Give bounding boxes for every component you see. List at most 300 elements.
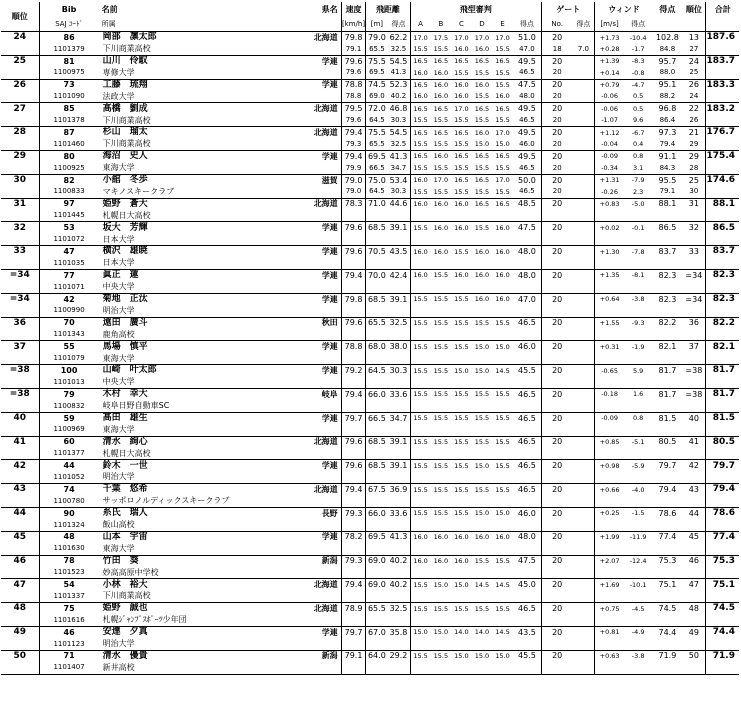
judge-b-cell: 15.5 (433, 163, 449, 172)
total-score: 82.1 (706, 341, 739, 353)
judge-c-cell: 15.5 (454, 438, 469, 447)
judge-d-cell: 16.0 (474, 271, 490, 280)
judge-a-cell: 15.5 (410, 460, 431, 472)
table-row (1, 377, 739, 389)
jump-rank-cell: 24 (689, 92, 699, 101)
judge-a-cell (410, 281, 431, 293)
affiliation-cell: 東海大学 (102, 543, 135, 553)
gate-no-cell: 20 (542, 32, 573, 44)
judge-c-cell: 15.0 (454, 580, 469, 589)
distance-points-cell: 53.4 (389, 175, 408, 185)
wind-cell: +2.07 (595, 555, 624, 567)
gate-no-cell (542, 662, 573, 674)
gate-no-cell: 20 (542, 222, 573, 234)
distance-cell: 64.5 (367, 365, 386, 375)
distance-cell: 66.0 (367, 508, 386, 518)
athlete-name: 馬場 慎平 (102, 341, 148, 352)
gate-no-cell: 20 (542, 365, 573, 377)
prefecture-spacer (266, 353, 341, 365)
speed-cell: 78.3 (341, 198, 366, 210)
judge-points-cell (513, 234, 542, 246)
table-header (1, 2, 739, 32)
athlete-name: 小林 裕大 (102, 579, 148, 590)
speed-cell: 79.7 (341, 626, 366, 638)
saj-code-cell: 1100969 (53, 425, 85, 434)
rank-cell: 50 (1, 650, 39, 662)
gate-points-cell (572, 341, 595, 353)
wind-points-cell (624, 234, 653, 246)
jump-rank-cell: 36 (688, 318, 699, 328)
jump-points-cell (653, 519, 683, 531)
judge-e-cell (492, 662, 513, 674)
jump-points-cell: 88.0 (659, 68, 676, 77)
wind-points-cell (624, 662, 653, 674)
jump-points-cell: 83.7 (658, 246, 677, 256)
total-score: 81.5 (706, 412, 739, 424)
gate-no-cell: 20 (542, 650, 573, 662)
judge-b-cell: 15.5 (433, 342, 449, 351)
judge-e-cell: 17.0 (495, 33, 510, 42)
distance-points-cell: 39.1 (389, 223, 408, 233)
judge-d-cell: 15.0 (474, 140, 490, 149)
rank-spacer (1, 662, 39, 674)
speed-cell: 79.6 (341, 115, 366, 127)
athlete-name: 清水 優貴 (102, 650, 148, 661)
wind-points-cell: -12.4 (629, 557, 647, 566)
judge-a-cell (410, 567, 431, 579)
prefecture-spacer (266, 638, 341, 650)
speed-cell: 79.3 (341, 555, 366, 567)
header-distance: 飛距離 (375, 4, 400, 14)
table-row (1, 317, 739, 329)
judge-b-cell: 16.0 (433, 247, 449, 256)
bib-cell: 47 (63, 246, 75, 256)
gate-points-cell (572, 615, 595, 627)
table-row (1, 436, 739, 448)
judge-c-cell (451, 377, 472, 389)
judge-e-cell: 15.5 (495, 44, 510, 53)
judge-c-cell: 15.5 (454, 319, 469, 328)
judge-points-cell: 46.0 (517, 342, 536, 352)
gate-points-cell (572, 603, 595, 615)
prefecture-spacer (266, 400, 341, 412)
distance-cell: 71.0 (367, 199, 386, 209)
speed-cell: 78.9 (341, 603, 366, 615)
distance-cell (366, 400, 388, 412)
header-judge-b: B (438, 19, 444, 28)
gate-points-cell (572, 329, 595, 341)
judge-e-cell (492, 400, 513, 412)
total-score: 176.7 (706, 127, 739, 139)
saj-code-cell: 1101013 (53, 377, 85, 386)
rank-cell: 46 (1, 555, 39, 567)
distance-cell (366, 377, 388, 389)
jump-points-cell: 79.4 (659, 139, 676, 148)
jump-rank-cell (682, 424, 706, 436)
rank-cell: 42 (1, 460, 39, 472)
gate-points-cell (572, 91, 595, 103)
saj-code-cell: 1101337 (53, 591, 85, 600)
prefecture-spacer (266, 305, 341, 317)
judge-b-cell (431, 615, 452, 627)
rank-cell: 48 (1, 603, 39, 615)
gate-no-cell (542, 567, 573, 579)
prefecture-cell: 学連 (266, 412, 341, 424)
judge-points-cell (513, 615, 542, 627)
judge-points-cell (513, 662, 542, 674)
gate-points-cell (572, 531, 595, 543)
judge-e-cell: 16.0 (495, 271, 510, 280)
judge-d-cell: 15.5 (474, 485, 490, 494)
gate-points-cell (572, 567, 595, 579)
saj-code-cell: 1101090 (53, 92, 85, 101)
jump-rank-cell (682, 210, 706, 222)
judge-e-cell (492, 591, 513, 603)
judge-points-cell (513, 424, 542, 436)
judge-c-cell (451, 496, 472, 508)
gate-no-cell: 20 (542, 317, 573, 329)
athlete-name: 杉山 瑠太 (102, 127, 148, 138)
athlete-name: 竹田 葵 (102, 555, 139, 566)
judge-d-cell: 15.0 (474, 342, 490, 351)
speed-cell (341, 591, 366, 603)
distance-cell: 66.5 (367, 413, 386, 423)
judge-points-cell: 45.5 (517, 365, 536, 375)
judge-e-cell (492, 377, 513, 389)
judge-d-cell (472, 329, 493, 341)
prefecture-spacer (266, 662, 341, 674)
distance-cell (366, 234, 388, 246)
wind-cell: -0.06 (595, 103, 624, 115)
judge-e-cell: 16.5 (495, 200, 510, 209)
header-wind: ウィンド (595, 2, 653, 17)
total-spacer (706, 496, 739, 508)
judge-e-cell (492, 353, 513, 365)
judge-a-cell: 17.0 (410, 32, 431, 44)
distance-points-cell: 40.2 (390, 92, 407, 101)
affiliation-cell: 日本大学 (102, 258, 135, 268)
judge-d-cell: 16.5 (474, 57, 490, 66)
bib-cell: 90 (63, 508, 75, 518)
speed-cell: 79.4 (341, 484, 366, 496)
jump-rank-cell: 21 (688, 127, 699, 137)
judge-b-cell (431, 329, 452, 341)
affiliation-cell: マキノスキークラブ (102, 186, 175, 196)
gate-points-cell (572, 32, 595, 44)
jump-points-cell (653, 496, 683, 508)
jump-rank-cell: 44 (688, 508, 699, 518)
prefecture-spacer (266, 281, 341, 293)
saj-code-cell: 1100833 (53, 187, 85, 196)
table-row (1, 650, 739, 662)
affiliation-cell: 下川商業高校 (102, 139, 151, 149)
wind-cell (595, 615, 624, 627)
jump-rank-cell: 27 (689, 44, 699, 53)
gate-points-cell (572, 127, 595, 139)
wind-cell: -0.09 (595, 150, 624, 162)
affiliation-cell: 札幌日大高校 (102, 448, 151, 458)
distance-cell: 70.0 (367, 270, 386, 280)
gate-no-cell (542, 400, 573, 412)
jump-points-cell (653, 305, 683, 317)
rank-cell: 47 (1, 579, 39, 591)
rank-spacer (1, 472, 39, 484)
judge-b-cell: 15.5 (433, 652, 449, 661)
jump-points-cell: 82.2 (658, 318, 677, 328)
rank-spacer (1, 91, 39, 103)
gate-points-cell (572, 507, 595, 519)
judge-e-cell: 14.5 (495, 580, 510, 589)
gate-no-cell: 20 (542, 412, 573, 424)
judge-e-cell: 16.0 (495, 92, 510, 101)
judge-e-cell (492, 543, 513, 555)
total-score: 82.3 (706, 293, 739, 305)
gate-points-cell (572, 317, 595, 329)
judge-b-cell (431, 638, 452, 650)
distance-points-cell (387, 591, 410, 603)
rank-spacer (1, 615, 39, 627)
judge-c-cell (451, 281, 472, 293)
distance-points-cell: 40.2 (389, 556, 408, 566)
judge-a-cell: 16.0 (410, 555, 431, 567)
gate-no-cell: 20 (542, 198, 573, 210)
gate-no-cell: 20 (542, 436, 573, 448)
jump-rank-cell (682, 615, 706, 627)
saj-code-cell: 1101407 (53, 663, 85, 672)
header-distance-unit: [m] (370, 19, 384, 28)
judge-d-cell: 16.0 (474, 128, 490, 137)
wind-points-cell: -6.7 (631, 128, 645, 137)
judge-e-cell (492, 448, 513, 460)
wind-points-cell: -1.9 (631, 342, 645, 351)
prefecture-spacer (266, 472, 341, 484)
wind-cell: +0.81 (595, 626, 624, 638)
judge-b-cell: 17.0 (433, 176, 449, 185)
judge-d-cell (472, 472, 493, 484)
distance-cell: 68.5 (367, 294, 386, 304)
speed-cell (341, 329, 366, 341)
rank-spacer (1, 210, 39, 222)
wind-points-cell: -4.0 (631, 485, 645, 494)
judge-e-cell (492, 305, 513, 317)
judge-a-cell (410, 329, 431, 341)
judge-d-cell: 16.0 (474, 44, 490, 53)
gate-points-cell (572, 543, 595, 555)
athlete-name: 坂大 芳輝 (102, 222, 148, 233)
gate-no-cell: 20 (542, 626, 573, 638)
judge-e-cell: 15.0 (495, 652, 510, 661)
table-row (1, 388, 739, 400)
judge-e-cell (492, 424, 513, 436)
speed-cell: 79.4 (341, 269, 366, 281)
wind-points-cell (624, 353, 653, 365)
rank-spacer (1, 543, 39, 555)
judge-points-cell (513, 258, 542, 270)
bib-cell: 60 (63, 437, 75, 447)
jump-points-cell: 84.3 (659, 163, 676, 172)
header-saj: SAJ ｺｰﾄﾞ (55, 19, 83, 28)
judge-d-cell (472, 519, 493, 531)
gate-no-cell: 20 (542, 186, 573, 198)
judge-b-cell (431, 472, 452, 484)
wind-cell (595, 424, 624, 436)
distance-points-cell (387, 615, 410, 627)
athlete-name: 清水 絢心 (102, 436, 148, 447)
total-spacer (706, 377, 739, 389)
judge-b-cell (431, 591, 452, 603)
gate-no-cell: 20 (542, 91, 573, 103)
judge-b-cell: 16.0 (433, 81, 449, 90)
total-score: 74.5 (706, 603, 739, 615)
judge-b-cell: 15.5 (433, 44, 449, 53)
gate-no-cell (542, 281, 573, 293)
total-spacer (706, 424, 739, 436)
jump-points-cell (653, 543, 683, 555)
distance-cell (366, 472, 388, 484)
judge-d-cell (472, 210, 493, 222)
distance-points-cell (387, 234, 410, 246)
jump-points-cell (653, 567, 683, 579)
prefecture-cell: 北海道 (266, 603, 341, 615)
rank-spacer (1, 305, 39, 317)
gate-points-cell (572, 388, 595, 400)
wind-points-cell: 0.5 (632, 104, 644, 113)
wind-points-cell: -3.8 (631, 652, 645, 661)
gate-no-cell: 20 (542, 531, 573, 543)
table-row (1, 638, 739, 650)
table-row (1, 591, 739, 603)
prefecture-cell: 学連 (266, 79, 341, 91)
header-judge-points: 得点 (519, 19, 534, 28)
distance-cell (366, 353, 388, 365)
jump-rank-cell (682, 519, 706, 531)
total-score: 79.7 (706, 460, 739, 472)
judge-e-cell: 16.0 (495, 533, 510, 542)
gate-no-cell (542, 424, 573, 436)
saj-code-cell: 1100925 (53, 163, 85, 172)
judge-c-cell: 15.5 (454, 140, 469, 149)
judge-b-cell (431, 567, 452, 579)
saj-code-cell: 1101052 (53, 472, 85, 481)
wind-points-cell: 0.8 (632, 414, 644, 423)
judge-points-cell (513, 400, 542, 412)
prefecture-cell: 学連 (266, 150, 341, 162)
judge-e-cell: 16.0 (495, 295, 510, 304)
total-spacer (706, 448, 739, 460)
judge-d-cell (472, 377, 493, 389)
wind-cell: -0.26 (595, 186, 624, 198)
saj-code-cell: 1101460 (53, 139, 85, 148)
wind-cell (595, 353, 624, 365)
jump-rank-cell (682, 448, 706, 460)
judge-a-cell: 15.5 (410, 579, 431, 591)
judge-a-cell: 15.5 (410, 436, 431, 448)
judge-a-cell: 15.5 (410, 365, 431, 377)
distance-points-cell: 29.2 (389, 651, 408, 661)
judge-c-cell (451, 543, 472, 555)
distance-cell: 72.0 (367, 104, 386, 114)
header-judges: 飛型審判 (410, 2, 542, 17)
speed-cell (341, 519, 366, 531)
table-row (1, 472, 739, 484)
header-speed: 速度 (341, 2, 366, 17)
affiliation-cell: 専修大学 (102, 67, 135, 77)
speed-cell: 79.0 (341, 174, 366, 186)
affiliation-cell: 東海大学 (102, 163, 135, 173)
judge-a-cell (410, 472, 431, 484)
judge-b-cell (431, 543, 452, 555)
athlete-name: 鈴木 一世 (102, 460, 148, 471)
distance-points-cell: 39.1 (389, 461, 408, 471)
affiliation-cell: 明治大学 (102, 472, 135, 482)
judge-a-cell (410, 424, 431, 436)
judge-c-cell: 16.0 (454, 81, 469, 90)
wind-points-cell: 2.3 (632, 187, 644, 196)
prefecture-spacer (266, 329, 341, 341)
speed-cell: 79.2 (341, 365, 366, 377)
prefecture-spacer (266, 496, 341, 508)
jump-rank-cell: 46 (688, 556, 699, 566)
judge-b-cell (431, 424, 452, 436)
table-row (1, 329, 739, 341)
jump-points-cell (653, 400, 683, 412)
jump-rank-cell (682, 329, 706, 341)
prefecture-spacer (266, 67, 341, 79)
athlete-name: 山本 宇宙 (102, 531, 148, 542)
judge-points-cell: 46.5 (517, 484, 536, 494)
speed-cell: 79.6 (341, 67, 366, 79)
distance-points-cell (387, 496, 410, 508)
distance-cell: 65.5 (367, 318, 386, 328)
judge-d-cell (472, 662, 493, 674)
gate-points-cell (572, 484, 595, 496)
bib-cell: 73 (63, 80, 75, 90)
saj-code-cell: 1101378 (53, 116, 85, 125)
speed-cell: 79.0 (341, 186, 366, 198)
judge-d-cell: 15.5 (474, 438, 490, 447)
judge-c-cell: 15.0 (454, 366, 469, 375)
judge-c-cell: 15.5 (454, 390, 469, 399)
speed-cell (341, 567, 366, 579)
gate-no-cell: 20 (542, 269, 573, 281)
distance-cell: 64.0 (367, 651, 386, 661)
jump-rank-cell: 26 (688, 80, 699, 90)
distance-cell (366, 519, 388, 531)
jump-rank-cell (682, 234, 706, 246)
jump-rank-cell: 41 (688, 437, 699, 447)
judge-b-cell: 15.5 (433, 319, 449, 328)
rank-cell: 30 (1, 174, 39, 186)
distance-points-cell: 54.5 (389, 56, 408, 66)
judge-points-cell: 46.5 (519, 163, 535, 172)
judge-a-cell: 16.0 (410, 67, 431, 79)
speed-cell (341, 400, 366, 412)
prefecture-cell: 学連 (266, 460, 341, 472)
distance-cell: 65.5 (369, 44, 385, 53)
wind-cell (595, 329, 624, 341)
distance-points-cell: 39.1 (389, 294, 408, 304)
judge-e-cell (492, 496, 513, 508)
distance-points-cell (387, 662, 410, 674)
distance-cell: 65.5 (367, 603, 386, 613)
jump-points-cell: 102.8 (655, 32, 679, 42)
rank-spacer (1, 139, 39, 151)
wind-cell: +0.79 (595, 79, 624, 91)
saj-code-cell: 1101445 (53, 211, 85, 220)
jump-points-cell: 71.9 (658, 651, 677, 661)
distance-points-cell: 32.5 (389, 603, 408, 613)
speed-cell: 79.5 (341, 103, 366, 115)
